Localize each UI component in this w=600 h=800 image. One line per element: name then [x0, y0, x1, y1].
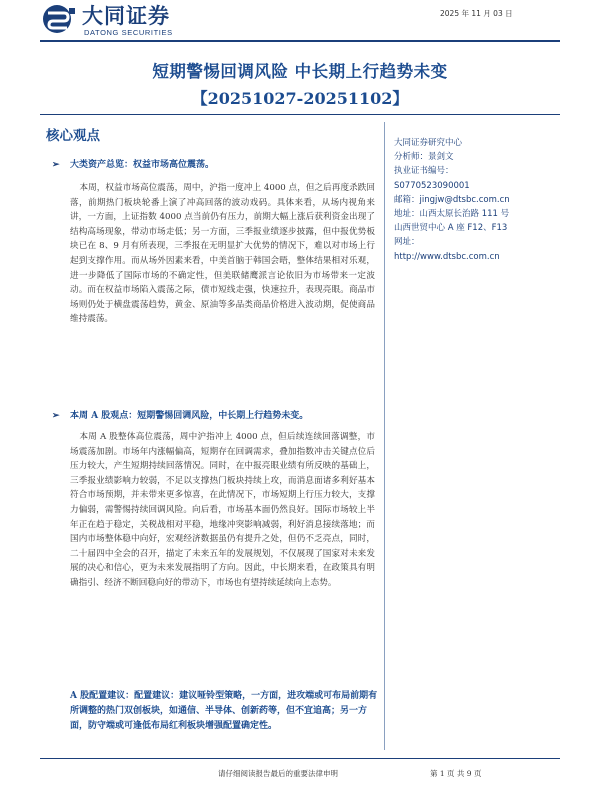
website-url: http://www.dtsbc.com.cn [394, 251, 500, 262]
research-center: 大同证券研究中心 [394, 138, 463, 148]
address-line-2: 山西世贸中心 A 座 F12、F13 [394, 223, 508, 234]
column-divider [384, 122, 385, 750]
analyst-name: 分析师：景剑文 [394, 152, 454, 163]
address-line-1: 地址：山西太原长治路 111 号 [394, 209, 510, 220]
report-date: 2025 年 11 月 03 日 [440, 9, 513, 18]
paragraph-a-share-view: 本周 A 股整体高位震荡，周中沪指冲上 4000 点，但后续连续回落调整，市场震荡加剧。市场年内涨幅偏高，短期存在回调需求，叠加指数冲击关键点位后压力较大，产生短期持续回落情况。同时，在中报亮眼业绩有所反映的基础上，三季报业绩影响力较弱，不足以支撑热门板块持续上攻，而消息面诸多利好基本符合市场预期，并未带来更多惊喜，在此情况下，市场短期上行压力较大，支撑力偏弱，需警惕持续回调风险。向后看，市场基本面仍然良好。国际市场较上半年正在趋于稳定，关税战相对平稳，地缘冲突影响减弱，利好消息接续落地；而国内市场整体稳中向好，宏观经济数据虽仍有提升之处，但仍不乏亮点，同时，二十届四中全会的召开，描定了未来五年的发展规划，不仅展现了国家对未来发展的决心和信心，更为未来发展指明了方向。因此，中长期来看，在政策具有明确指引、经济不断回稳向好的带动下，市场也有望持续延续向上态势。 [70, 432, 375, 588]
bullet-asset-overview [52, 157, 214, 170]
header-divider [40, 40, 560, 42]
paragraph-allocation-advice: A 股配置建议：配置建议：建议哑铃型策略，一方面，进攻端或可布局前期有所调整的热门双创板块，如通信、半导体、创新药等，但不宜追高；另一方面，防守端或可逢低布局红利板块增强配置确定性。 [70, 691, 378, 731]
datong-logo-icon [42, 4, 76, 34]
report-date-range: 【20251027-20251102】 [191, 89, 409, 108]
bullet-a-share-view [52, 408, 308, 421]
brand-name: 大同证券 [82, 4, 170, 28]
analyst-info-panel [394, 136, 564, 264]
bullet-asset-overview-text: 大类资产总览：权益市场高位震荡。 [70, 160, 215, 170]
analyst-email: 邮箱：jingjw@dtsbc.com.cn [394, 194, 510, 205]
bullet-arrow-icon: ➢ [52, 411, 60, 421]
cert-number: S0770523090001 [394, 180, 470, 191]
page-number: 第 1 页 共 9 页 [430, 769, 482, 778]
footer-divider [40, 758, 560, 759]
legal-notice: 请仔细阅读报告最后的重要法律申明 [218, 769, 338, 778]
cert-label: 执业证书编号： [394, 166, 454, 177]
bullet-arrow-icon: ➢ [52, 160, 60, 170]
title-divider [40, 114, 560, 115]
report-title: 短期警惕回调风险 中长期上行趋势未变 [152, 62, 448, 81]
paragraph-asset-overview: 本周，权益市场高位震荡，周中，沪指一度冲上 4000 点，但之后再度杀跌回落，前期热门板块轮番上演了冲高回落的波动戏码。具体来看，从场内视角来讲，一方面，上证指数 4000 点当前仍有压力，前期大幅上涨后获利资金出现了结构高场现象，带动市场走低；另一方面，三季报业绩逐步披露，但中报优势板块已在 8、9 月有所表现，三季报在无明显扩大优势的情况下，难以对市场上行起到支撑作用。而从场外因素来看，中美首脑于韩国会晤，整体结果相对乐观，进一步降低了国际市场的不确定性，但美联储鹰派言论依旧为市场带来一定波动。而在权益市场陷入震荡之际，债市短线走强，快速拉升，表现亮眼。商品市场则仍处于横盘震荡趋势，黄金、原油等多品类商品价格进入波动期，促使商品维持震荡。 [70, 183, 375, 325]
bullet-a-share-view-text: 本周 A 股观点：短期警惕回调风险，中长期上行趋势未变。 [70, 411, 309, 421]
brand-subtitle: DATONG SECURITIES [84, 28, 173, 37]
website-label: 网址： [394, 237, 420, 248]
section-heading: 核心观点 [46, 128, 100, 144]
